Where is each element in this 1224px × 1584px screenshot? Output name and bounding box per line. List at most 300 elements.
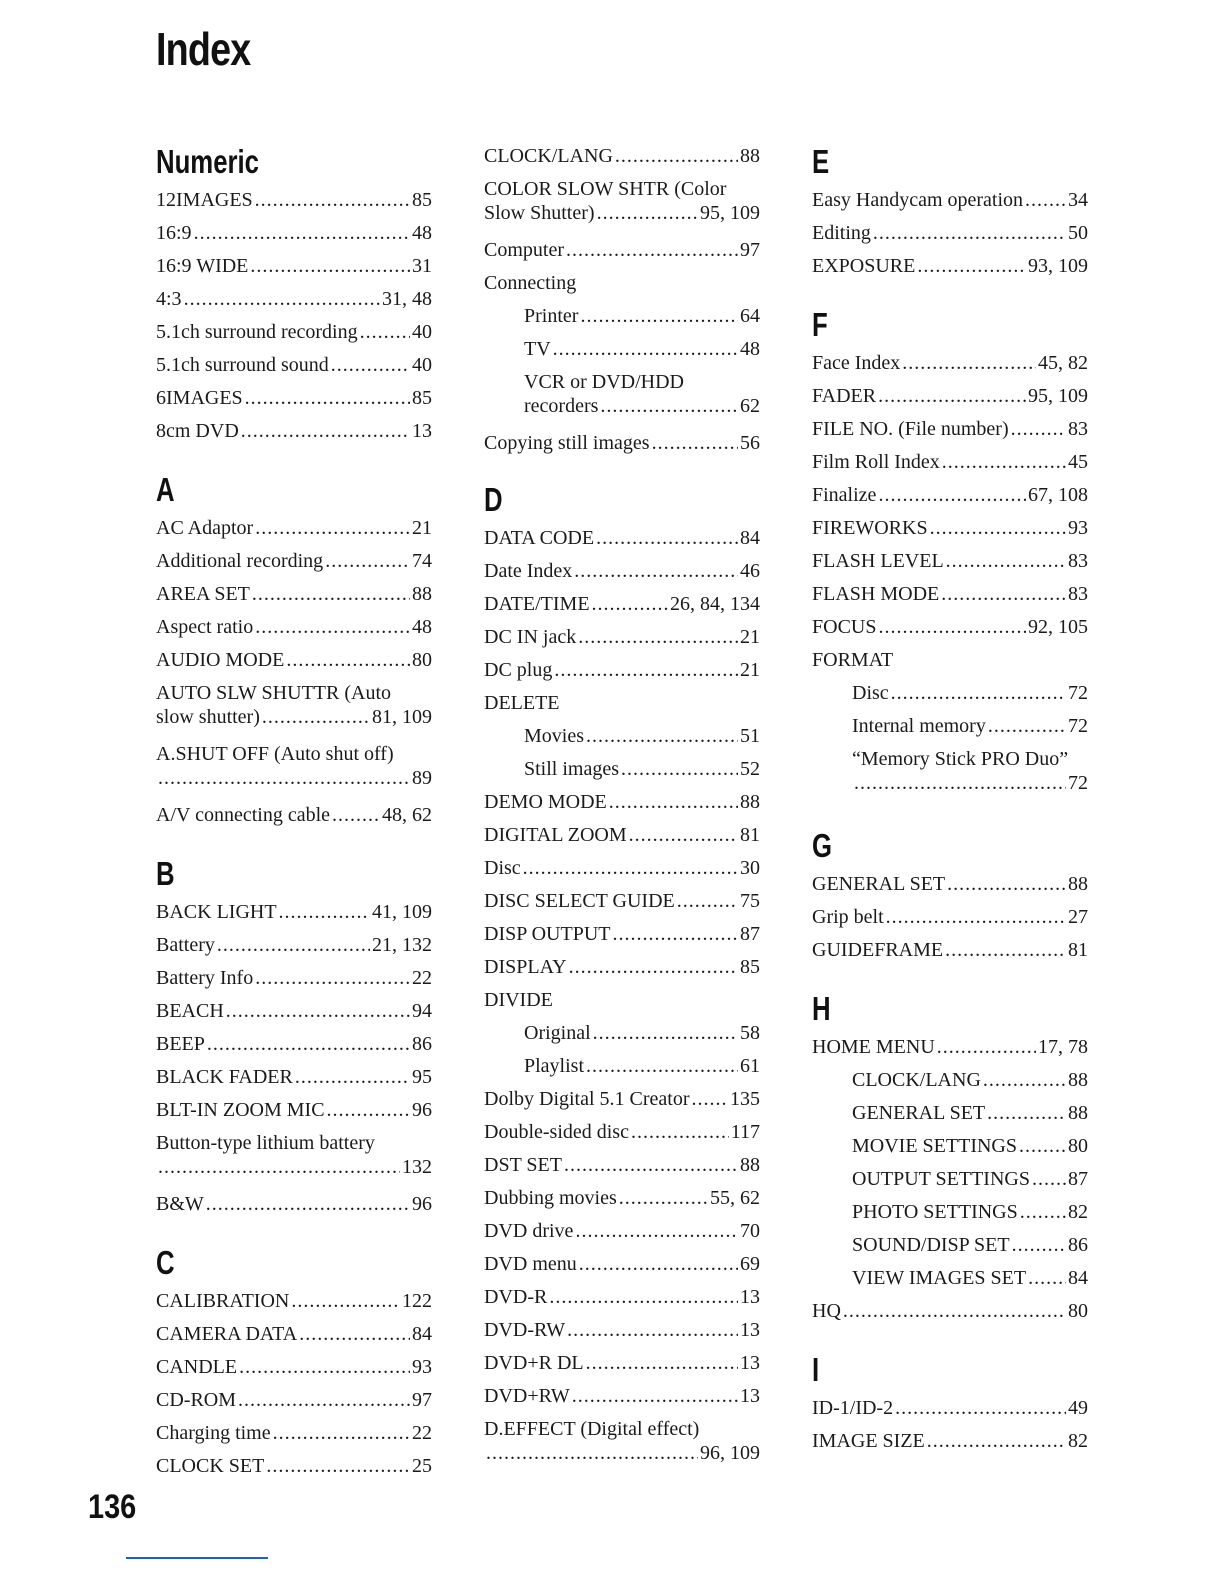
index-entry bbox=[812, 743, 1088, 804]
index-entry bbox=[812, 578, 1088, 611]
entry-label: Face Index bbox=[812, 352, 901, 374]
index-entry bbox=[156, 962, 432, 995]
leader-dots bbox=[252, 582, 410, 606]
index-entry bbox=[812, 446, 1088, 479]
leader-dots bbox=[945, 938, 1066, 962]
section-heading: G bbox=[812, 827, 833, 864]
entry-label: CLOCK/LANG bbox=[484, 145, 613, 167]
entry-pages: 84 bbox=[412, 1323, 432, 1345]
leader-dots bbox=[902, 351, 1036, 375]
index-entry bbox=[156, 415, 432, 448]
index-entry bbox=[156, 1450, 432, 1483]
entry-pages: 89 bbox=[412, 767, 432, 789]
entry-label: DVD+R DL bbox=[484, 1352, 584, 1374]
entry-pages: 27 bbox=[1068, 906, 1088, 928]
index-entry bbox=[156, 799, 432, 832]
index-column-1 bbox=[156, 140, 432, 1483]
section-heading: I bbox=[812, 1351, 820, 1388]
index-entry bbox=[812, 611, 1088, 644]
entry-label: Date Index bbox=[484, 560, 573, 582]
leader-dots bbox=[941, 582, 1066, 606]
entry-label: Disc bbox=[484, 857, 521, 879]
leader-dots bbox=[325, 549, 410, 573]
entry-label: CLOCK SET bbox=[156, 1455, 265, 1477]
index-entry bbox=[156, 512, 432, 545]
leader-dots bbox=[891, 681, 1066, 705]
entry-label: BACK LIGHT bbox=[156, 901, 277, 923]
entry-label: DISC SELECT GUIDE bbox=[484, 890, 675, 912]
index-entry bbox=[812, 901, 1088, 934]
section-heading: D bbox=[484, 481, 503, 518]
entry-label: Aspect ratio bbox=[156, 616, 254, 638]
section-heading: H bbox=[812, 990, 831, 1027]
entry-label: DVD-R bbox=[484, 1286, 548, 1308]
entry-pages: 88 bbox=[740, 791, 760, 813]
index-entry bbox=[812, 1229, 1088, 1262]
index-entry bbox=[484, 852, 760, 885]
leader-dots bbox=[597, 201, 698, 225]
index-entry bbox=[812, 347, 1088, 380]
index-entry bbox=[812, 1196, 1088, 1229]
entry-label: TV bbox=[524, 338, 551, 360]
index-entry bbox=[156, 1061, 432, 1094]
leader-dots bbox=[596, 526, 738, 550]
entry-label: Connecting bbox=[484, 272, 577, 294]
entry-label: Disc bbox=[852, 682, 889, 704]
index-entry bbox=[484, 427, 760, 460]
entry-pages: 56 bbox=[740, 432, 760, 454]
index-entry bbox=[812, 1130, 1088, 1163]
entry-pages: 26, 84, 134 bbox=[670, 593, 760, 615]
entry-pages: 45, 82 bbox=[1038, 352, 1088, 374]
entry-pages: 62 bbox=[740, 395, 760, 417]
entry-pages: 69 bbox=[740, 1253, 760, 1275]
index-entry bbox=[156, 217, 432, 250]
index-section bbox=[812, 140, 1088, 283]
entry-pages: 84 bbox=[740, 527, 760, 549]
index-entry bbox=[484, 300, 760, 333]
leader-dots bbox=[987, 1101, 1066, 1125]
entry-pages: 83 bbox=[1068, 583, 1088, 605]
index-entry bbox=[156, 382, 432, 415]
section-heading: C bbox=[156, 1244, 175, 1281]
index-entry bbox=[484, 786, 760, 819]
entry-label: ID-1/ID-2 bbox=[812, 1397, 894, 1419]
leader-dots bbox=[575, 1219, 738, 1243]
leader-dots bbox=[917, 254, 1026, 278]
leader-dots bbox=[255, 188, 410, 212]
entry-pages: 83 bbox=[1068, 550, 1088, 572]
leader-dots bbox=[295, 1065, 410, 1089]
index-entry bbox=[484, 588, 760, 621]
index-section bbox=[484, 140, 760, 460]
index-entry bbox=[484, 918, 760, 951]
leader-dots bbox=[593, 1021, 738, 1045]
entry-pages: 132 bbox=[402, 1156, 432, 1178]
entry-pages: 31 bbox=[412, 255, 432, 277]
entry-pages: 40 bbox=[412, 321, 432, 343]
leader-dots bbox=[553, 337, 738, 361]
index-entry bbox=[156, 1351, 432, 1384]
entry-pages: 88 bbox=[1068, 1069, 1088, 1091]
leader-dots bbox=[206, 1192, 410, 1216]
entry-pages: 117 bbox=[730, 1121, 760, 1143]
entry-pages: 67, 108 bbox=[1028, 484, 1088, 506]
entry-label: DISP OUTPUT bbox=[484, 923, 611, 945]
index-entry bbox=[484, 522, 760, 555]
entry-label: GENERAL SET bbox=[852, 1102, 986, 1124]
index-entry bbox=[484, 1083, 760, 1116]
entry-pages: 22 bbox=[412, 967, 432, 989]
entry-pages: 96 bbox=[412, 1193, 432, 1215]
entry-label: MOVIE SETTINGS bbox=[852, 1135, 1017, 1157]
leader-dots bbox=[592, 592, 668, 616]
leader-dots bbox=[878, 615, 1026, 639]
leader-dots bbox=[609, 790, 738, 814]
index-entry bbox=[812, 1392, 1088, 1425]
index-entry bbox=[812, 934, 1088, 967]
index-entry bbox=[484, 621, 760, 654]
entry-pages: 72 bbox=[1068, 682, 1088, 704]
leader-dots bbox=[194, 221, 410, 245]
footer-rule bbox=[126, 1557, 268, 1559]
index-entry bbox=[484, 1314, 760, 1347]
entry-label: DVD-RW bbox=[484, 1319, 566, 1341]
index-entry bbox=[484, 1182, 760, 1215]
leader-dots bbox=[279, 900, 370, 924]
entry-label: FLASH LEVEL bbox=[812, 550, 944, 572]
index-entry bbox=[156, 611, 432, 644]
entry-label: Copying still images bbox=[484, 432, 650, 454]
entry-pages: 80 bbox=[1068, 1300, 1088, 1322]
entry-label: Battery bbox=[156, 934, 215, 956]
entry-pages: 17, 78 bbox=[1038, 1036, 1088, 1058]
entry-pages: 40 bbox=[412, 354, 432, 376]
entry-label: 16:9 WIDE bbox=[156, 255, 249, 277]
entry-label: OUTPUT SETTINGS bbox=[852, 1168, 1030, 1190]
section-heading: Numeric bbox=[156, 143, 260, 180]
entry-label: DVD menu bbox=[484, 1253, 577, 1275]
index-entry bbox=[812, 380, 1088, 413]
leader-dots bbox=[878, 384, 1026, 408]
entry-label: Button-type lithium battery bbox=[156, 1132, 375, 1154]
entry-pages: 85 bbox=[740, 956, 760, 978]
entry-pages: 86 bbox=[412, 1033, 432, 1055]
leader-dots bbox=[332, 803, 380, 827]
leader-dots bbox=[578, 625, 738, 649]
entry-pages: 85 bbox=[412, 387, 432, 409]
index-entry bbox=[484, 654, 760, 687]
leader-dots bbox=[621, 757, 738, 781]
entry-pages: 31, 48 bbox=[382, 288, 432, 310]
entry-label: HQ bbox=[812, 1300, 841, 1322]
entry-pages: 83 bbox=[1068, 418, 1088, 440]
leader-dots bbox=[286, 648, 410, 672]
leader-dots bbox=[574, 559, 738, 583]
entry-label: DIGITAL ZOOM bbox=[484, 824, 627, 846]
leader-dots bbox=[554, 658, 738, 682]
entry-pages: 81, 109 bbox=[372, 706, 432, 728]
leader-dots bbox=[255, 516, 410, 540]
entry-pages: 80 bbox=[412, 649, 432, 671]
entry-pages: 80 bbox=[1068, 1135, 1088, 1157]
entry-pages: 72 bbox=[1068, 715, 1088, 737]
leader-dots bbox=[586, 1054, 738, 1078]
leader-dots bbox=[619, 1186, 708, 1210]
leader-dots bbox=[360, 320, 410, 344]
leader-dots bbox=[158, 766, 410, 790]
leader-dots bbox=[250, 254, 410, 278]
entry-label: 12IMAGES bbox=[156, 189, 253, 211]
index-entry bbox=[812, 479, 1088, 512]
leader-dots bbox=[946, 549, 1066, 573]
entry-label: CALIBRATION bbox=[156, 1290, 290, 1312]
entry-label: GUIDEFRAME bbox=[812, 939, 944, 961]
index-entry bbox=[156, 1417, 432, 1450]
leader-dots bbox=[1025, 188, 1066, 212]
index-entry bbox=[484, 720, 760, 753]
leader-dots bbox=[930, 516, 1066, 540]
entry-pages: 52 bbox=[740, 758, 760, 780]
leader-dots bbox=[569, 955, 738, 979]
entry-pages: 82 bbox=[1068, 1201, 1088, 1223]
index-entry bbox=[484, 1116, 760, 1149]
entry-label: Dolby Digital 5.1 Creator bbox=[484, 1088, 690, 1110]
index-entry bbox=[156, 1094, 432, 1127]
leader-dots bbox=[255, 966, 410, 990]
leader-dots bbox=[567, 1318, 738, 1342]
entry-label: FORMAT bbox=[812, 649, 894, 671]
leader-dots bbox=[266, 1454, 410, 1478]
entry-pages: 13 bbox=[740, 1319, 760, 1341]
leader-dots bbox=[629, 823, 738, 847]
index-entry bbox=[156, 644, 432, 677]
entry-label: FOCUS bbox=[812, 616, 877, 638]
entry-pages: 58 bbox=[740, 1022, 760, 1044]
entry-pages: 96, 109 bbox=[700, 1442, 760, 1464]
entry-pages: 93, 109 bbox=[1028, 255, 1088, 277]
entry-label: 6IMAGES bbox=[156, 387, 243, 409]
entry-label: “Memory Stick PRO Duo” bbox=[852, 748, 1069, 770]
index-entry bbox=[812, 644, 1088, 677]
index-entry bbox=[156, 184, 432, 217]
entry-pages: 135 bbox=[730, 1088, 760, 1110]
index-section bbox=[812, 303, 1088, 804]
index-column-2 bbox=[484, 140, 760, 1474]
leader-dots bbox=[886, 905, 1066, 929]
entry-label: DATA CODE bbox=[484, 527, 595, 549]
index-entry bbox=[484, 1149, 760, 1182]
index-entry bbox=[484, 819, 760, 852]
section-heading: E bbox=[812, 143, 830, 180]
entry-label: Finalize bbox=[812, 484, 877, 506]
entry-pages: 75 bbox=[740, 890, 760, 912]
index-entry bbox=[484, 1413, 760, 1474]
entry-pages: 95, 109 bbox=[700, 202, 760, 224]
index-entry bbox=[156, 1188, 432, 1221]
leader-dots bbox=[942, 450, 1066, 474]
index-entry bbox=[812, 868, 1088, 901]
entry-label: B&W bbox=[156, 1193, 204, 1215]
leader-dots bbox=[273, 1421, 410, 1445]
leader-dots bbox=[677, 889, 738, 913]
leader-dots bbox=[947, 872, 1066, 896]
index-entry bbox=[484, 951, 760, 984]
entry-pages: 46 bbox=[740, 560, 760, 582]
index-entry bbox=[484, 1215, 760, 1248]
index-entry bbox=[484, 1347, 760, 1380]
entry-label: DEMO MODE bbox=[484, 791, 607, 813]
entry-label: D.EFFECT (Digital effect) bbox=[484, 1418, 700, 1440]
leader-dots bbox=[158, 1155, 400, 1179]
entry-pages: 96 bbox=[412, 1099, 432, 1121]
entry-pages: 48 bbox=[740, 338, 760, 360]
entry-label: Computer bbox=[484, 239, 564, 261]
entry-pages: 88 bbox=[740, 145, 760, 167]
entry-label: FIREWORKS bbox=[812, 517, 928, 539]
section-heading: F bbox=[812, 306, 828, 343]
index-entry bbox=[484, 267, 760, 300]
index-entry bbox=[156, 1028, 432, 1061]
leader-dots bbox=[207, 1032, 410, 1056]
leader-dots bbox=[873, 221, 1066, 245]
leader-dots bbox=[692, 1087, 728, 1111]
leader-dots bbox=[843, 1299, 1066, 1323]
leader-dots bbox=[631, 1120, 729, 1144]
entry-label: DIVIDE bbox=[484, 989, 553, 1011]
leader-dots bbox=[652, 431, 738, 455]
entry-label: BLACK FADER bbox=[156, 1066, 293, 1088]
leader-dots bbox=[549, 1285, 738, 1309]
entry-pages: 45 bbox=[1068, 451, 1088, 473]
leader-dots bbox=[299, 1322, 410, 1346]
leader-dots bbox=[238, 1388, 410, 1412]
entry-pages: 50 bbox=[1068, 222, 1088, 244]
index-section bbox=[812, 987, 1088, 1328]
entry-label: 8cm DVD bbox=[156, 420, 239, 442]
entry-label: 5.1ch surround recording bbox=[156, 321, 358, 343]
entry-label: DC IN jack bbox=[484, 626, 577, 648]
entry-label: CLOCK/LANG bbox=[852, 1069, 981, 1091]
entry-pages: 88 bbox=[1068, 1102, 1088, 1124]
leader-dots bbox=[1011, 417, 1066, 441]
entry-label: 4:3 bbox=[156, 288, 182, 310]
index-section bbox=[156, 140, 432, 448]
entry-pages: 84 bbox=[1068, 1267, 1088, 1289]
index-entry bbox=[156, 995, 432, 1028]
index-entry bbox=[812, 1031, 1088, 1064]
index-section bbox=[156, 1241, 432, 1483]
entry-label: VIEW IMAGES SET bbox=[852, 1267, 1027, 1289]
leader-dots bbox=[1028, 1266, 1066, 1290]
leader-dots bbox=[327, 1098, 410, 1122]
index-entry bbox=[812, 545, 1088, 578]
entry-pages: 21 bbox=[740, 626, 760, 648]
index-entry bbox=[484, 984, 760, 1017]
entry-pages: 97 bbox=[740, 239, 760, 261]
index-entry bbox=[484, 366, 760, 427]
entry-pages: 95 bbox=[412, 1066, 432, 1088]
entry-label: FLASH MODE bbox=[812, 583, 940, 605]
index-entry bbox=[484, 555, 760, 588]
index-entry bbox=[484, 1017, 760, 1050]
index-entry bbox=[484, 333, 760, 366]
leader-dots bbox=[600, 394, 738, 418]
entry-pages: 55, 62 bbox=[710, 1187, 760, 1209]
entry-label: DC plug bbox=[484, 659, 553, 681]
index-entry bbox=[156, 738, 432, 799]
entry-label: A.SHUT OFF (Auto shut off) bbox=[156, 743, 394, 765]
index-column-3 bbox=[812, 140, 1088, 1458]
page-number: 136 bbox=[88, 1488, 137, 1526]
entry-label: IMAGE SIZE bbox=[812, 1430, 925, 1452]
leader-dots bbox=[586, 724, 738, 748]
leader-dots bbox=[878, 483, 1026, 507]
entry-pages: 81 bbox=[740, 824, 760, 846]
leader-dots bbox=[613, 922, 739, 946]
entry-label: CD-ROM bbox=[156, 1389, 237, 1411]
entry-label: Movies bbox=[524, 725, 584, 747]
entry-pages: 49 bbox=[1068, 1397, 1088, 1419]
entry-pages: 21, 132 bbox=[372, 934, 432, 956]
entry-label: DATE/TIME bbox=[484, 593, 590, 615]
entry-label: BEEP bbox=[156, 1033, 205, 1055]
entry-label: GENERAL SET bbox=[812, 873, 946, 895]
entry-pages: 86 bbox=[1068, 1234, 1088, 1256]
section-heading: B bbox=[156, 855, 175, 892]
entry-label: Editing bbox=[812, 222, 871, 244]
entry-pages: 87 bbox=[1068, 1168, 1088, 1190]
index-entry bbox=[484, 234, 760, 267]
index-section bbox=[812, 824, 1088, 967]
entry-pages: 97 bbox=[412, 1389, 432, 1411]
entry-label: DISPLAY bbox=[484, 956, 567, 978]
entry-label: DVD drive bbox=[484, 1220, 574, 1242]
index-entry bbox=[484, 1281, 760, 1314]
entry-label: DELETE bbox=[484, 692, 560, 714]
leader-dots bbox=[239, 1355, 410, 1379]
index-entry bbox=[484, 140, 760, 173]
entry-label: BEACH bbox=[156, 1000, 224, 1022]
entry-label-continued: slow shutter) bbox=[156, 706, 260, 728]
entry-pages: 22 bbox=[412, 1422, 432, 1444]
index-entry bbox=[484, 753, 760, 786]
entry-pages: 13 bbox=[740, 1352, 760, 1374]
leader-dots bbox=[579, 1252, 738, 1276]
entry-pages: 88 bbox=[1068, 873, 1088, 895]
index-entry bbox=[812, 184, 1088, 217]
entry-pages: 82 bbox=[1068, 1430, 1088, 1452]
entry-pages: 51 bbox=[740, 725, 760, 747]
entry-pages: 70 bbox=[740, 1220, 760, 1242]
index-entry bbox=[812, 710, 1088, 743]
entry-label: 16:9 bbox=[156, 222, 192, 244]
index-entry bbox=[156, 1384, 432, 1417]
entry-label: VCR or DVD/HDD bbox=[524, 371, 684, 393]
entry-label: Easy Handycam operation bbox=[812, 189, 1024, 211]
entry-label: DST SET bbox=[484, 1154, 562, 1176]
entry-label: EXPOSURE bbox=[812, 255, 916, 277]
entry-label-continued: recorders bbox=[524, 395, 599, 417]
leader-dots bbox=[854, 771, 1066, 795]
entry-pages: 41, 109 bbox=[372, 901, 432, 923]
entry-pages: 81 bbox=[1068, 939, 1088, 961]
leader-dots bbox=[895, 1396, 1066, 1420]
entry-label: AUDIO MODE bbox=[156, 649, 285, 671]
entry-pages: 95, 109 bbox=[1028, 385, 1088, 407]
index-entry bbox=[484, 885, 760, 918]
entry-pages: 21 bbox=[740, 659, 760, 681]
